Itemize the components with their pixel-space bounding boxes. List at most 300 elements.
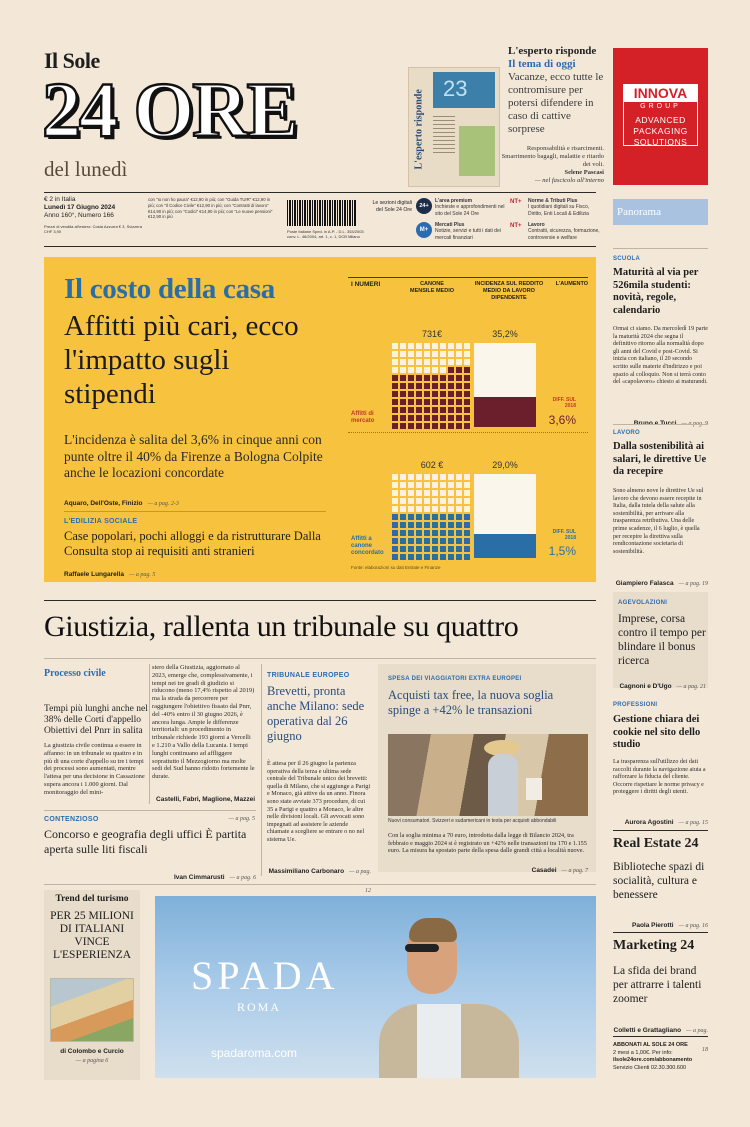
taxfree-byline [388, 857, 588, 876]
canone-grid-cell [400, 343, 406, 349]
canone-grid-cell [432, 554, 438, 560]
area-premium-text [435, 198, 505, 217]
pan-1-body: Sono almeno nove le direttive Ue sul lavoro che devono essere recepite in Italia, dalla tutela della salute alla sostenibilità, per arrivare alla trasparenza retributiva. Una delle prime scadenze, il 6 luglio, è quella per recepire la direttiva sulla rendicontazione societaria di sostenibilità. [613, 488, 704, 555]
canone-grid-cell [400, 375, 406, 381]
lead-kicker[interactable]: Il costo della casa [64, 273, 275, 305]
canone-grid-cell [424, 423, 430, 429]
chart-col-2: INCIDENZA SUL REDDITO MEDIO DA LAVORO DIPENDENTE [474, 281, 544, 301]
canone-grid-cell [432, 407, 438, 413]
pan-rule-1 [613, 424, 708, 425]
canone-grid-cell [408, 343, 414, 349]
canone-grid-cell [464, 490, 470, 496]
canone-grid-cell [440, 359, 446, 365]
canone-grid-cell [416, 490, 422, 496]
canone-grid-cell [432, 498, 438, 504]
canone-grid-cell [408, 506, 414, 512]
realestate-ref: — a pag. 16 [678, 923, 708, 929]
masthead-top: Il Sole [44, 48, 100, 73]
pan-3-body: La trasparenza sull'utilizzo dei dati raccolti durante la navigazione aiuta a rafforzare la fiducia del cliente. Occorre rispettare le norme privacy e proteggere i diritti degli utenti. [613, 759, 706, 796]
canone-grid-cell [448, 490, 454, 496]
lead-headline[interactable]: Affitti più cari, ecco l'impatto sugli stipendi [64, 310, 299, 410]
expert-note [500, 145, 604, 185]
canone-grid-cell [408, 546, 414, 552]
row1-bar-fill [474, 397, 536, 427]
taxfree-body: Con la soglia minima a 70 euro, introdotta dalla legge di Bilancio 2024, tra febbraio e maggio 2024 si è registrato un +42% nelle transazioni tra 170 e 1.155 euro. La misura ha spostato parte della spesa dalle grandi città a località nuove. [388, 832, 587, 855]
area-premium-icon: 24+ [416, 198, 432, 214]
row2-diff: 1,5% [548, 544, 576, 558]
canone-grid-cell [392, 522, 398, 528]
info-rule-top [44, 192, 596, 193]
processo-head[interactable]: Tempi più lunghi anche nel 38% delle Corti d'appello Obiettivi del Pnrr in salita [44, 704, 148, 736]
canone-grid-cell [456, 383, 462, 389]
canone-grid-cell [392, 498, 398, 504]
canone-grid-cell [432, 514, 438, 520]
expert-cover-image [459, 126, 495, 176]
canone-grid-cell [432, 367, 438, 373]
canone-grid-cell [416, 343, 422, 349]
realestate-head[interactable]: Biblioteche spazi di socialità, cultura e benessere [613, 861, 705, 901]
expert-note-author: Selene Pascasi [564, 169, 604, 176]
pan-2-author: Cagnoni e D'Ugo [619, 683, 672, 690]
canone-grid-cell [392, 423, 398, 429]
tribunale-author: Massimiliano Carbonaro [268, 868, 345, 875]
canone-grid-cell [416, 375, 422, 381]
tribunale-body: È attesa per il 26 giugno la partenza operativa della terza e ultima sede centrale del Tribunale unico dei brevetti: quella di Milano, che si aggiunge a Parigi e Monaco, già attive da un anno. Finora sono state avviate 373 procedure, di cui 35 a Parigi e quattro a Monaco, le altre nelle divisioni locali. Gli avvocati sono impegnati ad assistere le aziende chiamate a scegliere se entrare o no nel sistema Ue. [267, 760, 371, 843]
canone-grid-cell [416, 359, 422, 365]
col-divider-1 [149, 664, 150, 804]
canone-grid-cell [416, 538, 422, 544]
panorama-rule [613, 248, 708, 249]
canone-grid-cell [400, 359, 406, 365]
canone-grid-cell [448, 474, 454, 480]
processo-ref: — a pag. 5 [228, 816, 255, 822]
taxfree-head[interactable]: Acquisti tax free, la nuova soglia spinge a +42% le transazioni [388, 688, 554, 717]
ad-spada-brand: SPADA [191, 953, 339, 998]
canone-grid-cell [448, 498, 454, 504]
canone-grid-cell [400, 530, 406, 536]
canone-grid-cell [464, 391, 470, 397]
ad-spada-model-shirt [417, 1004, 461, 1078]
lead-sub-head[interactable]: Case popolari, pochi alloggi e da ristrutturare Dalla Consulta stop ai requisiti anti stranieri [64, 529, 321, 558]
canone-grid-cell [416, 482, 422, 488]
pan-2-box [613, 592, 708, 688]
canone-grid-cell [464, 546, 470, 552]
canone-grid-cell [424, 399, 430, 405]
canone-grid-cell [456, 538, 462, 544]
pan-1-head[interactable]: Dalla sostenibilità ai salari, le direttive Ue da recepire [613, 441, 707, 477]
masthead-sub: del lunedì [44, 157, 128, 181]
row1-diff: 3,6% [548, 413, 576, 427]
canone-grid-cell [456, 490, 462, 496]
canone-grid-cell [424, 482, 430, 488]
realestate-byline [613, 912, 708, 931]
canone-grid-cell [456, 343, 462, 349]
canone-grid-cell [432, 522, 438, 528]
canone-grid-cell [408, 367, 414, 373]
chart-dotted-line [348, 432, 588, 433]
canone-grid-cell [424, 530, 430, 536]
canone-grid-cell [464, 343, 470, 349]
pan-3-kicker: PROFESSIONI [613, 702, 658, 708]
canone-grid-cell [432, 351, 438, 357]
expert-note-text: Responsabilità e risarcimenti. Smarrimento bagagli, malattie e ritardo dei voli. [501, 145, 604, 168]
canone-grid-cell [464, 538, 470, 544]
canone-grid-cell [408, 359, 414, 365]
canone-grid-cell [448, 391, 454, 397]
canone-grid-cell [392, 351, 398, 357]
canone-grid-cell [448, 415, 454, 421]
canone-grid-cell [392, 367, 398, 373]
canone-grid-cell [424, 546, 430, 552]
canone-grid-cell [416, 498, 422, 504]
canone-grid-cell [448, 367, 454, 373]
area-premium-title: L'area premium [435, 198, 473, 204]
processo-body-2: stero della Giustizia, aggiornato al 2023, emerge che, complessivamente, i tempi nei tre gradi di giudizio si riducono (meno 17,4% rispetto al 2019) ma la strada da percorrere per raggiungere l'obiettivo fissato dal Pnrr, del -40% entro il 30 giugno 2026, è ancora lunga. Ampie le differenze territoriali: un procedimento in tribunale richiede 193 giorni a Vercelli e 1.210 a Vallo della Lucania. I tempi lunghi continuano ad affliggere soprattutto il Mezzogiorno ma molte sedi del Sud hanno ridotto fortemente le durate. [152, 664, 255, 781]
canone-grid-cell [440, 506, 446, 512]
canone-grid-cell [432, 383, 438, 389]
canone-grid-cell [392, 375, 398, 381]
canone-grid-cell [440, 554, 446, 560]
canone-grid-cell [424, 514, 430, 520]
lavoro-text [528, 222, 600, 241]
canone-grid-cell [456, 514, 462, 520]
canone-grid-cell [448, 546, 454, 552]
canone-grid-cell [464, 367, 470, 373]
canone-grid-cell [392, 391, 398, 397]
canone-grid-cell [400, 482, 406, 488]
masthead-logo[interactable]: 24 ORE [42, 66, 297, 153]
canone-grid-cell [440, 383, 446, 389]
pan-1-kicker: LAVORO [613, 430, 641, 436]
canone-grid-cell [400, 474, 406, 480]
contenzioso-byline [44, 864, 256, 883]
canone-grid-cell [448, 375, 454, 381]
canone-grid-cell [392, 506, 398, 512]
chart-col-1: CANONE MENSILE MEDIO [410, 281, 455, 294]
canone-grid-cell [400, 367, 406, 373]
mercati-body: Notizie, servizi e tutti i dati dei mercati finanziari [435, 228, 501, 241]
canone-grid-cell [448, 407, 454, 413]
canone-grid-cell [456, 351, 462, 357]
realestate-author: Paola Pierotti [632, 922, 674, 929]
pan-3-author: Aurora Agostini [624, 819, 674, 826]
canone-grid-cell [400, 383, 406, 389]
canone-grid-cell [392, 407, 398, 413]
ad-spada-model-hair [409, 918, 457, 942]
canone-grid-cell [392, 415, 398, 421]
abbonati-l2[interactable]: ilsole24ore.com/abbonamento [613, 1057, 693, 1063]
lavoro-body: Contratti, sicurezza, formazione, controversie e welfare [528, 228, 600, 241]
postal-info: Poste Italiane Sped. in A.P. - D.L. 353/2003 conv. L. 46/2004, art. 1, c. 1, DCB Milano [287, 229, 364, 239]
canone-grid-cell [432, 538, 438, 544]
canone-grid-cell [424, 375, 430, 381]
canone-grid-cell [416, 522, 422, 528]
canone-grid-cell [440, 514, 446, 520]
canone-grid-cell [416, 546, 422, 552]
pan-3-ref: — a pag. 15 [678, 820, 708, 826]
canone-grid-cell [416, 514, 422, 520]
canone-grid-cell [456, 399, 462, 405]
panorama-title: Panorama [617, 206, 661, 218]
realestate-title[interactable]: Real Estate 24 [613, 836, 699, 851]
taxfree-photo-bag [526, 778, 542, 800]
mercati-icon: M+ [416, 222, 432, 238]
lavoro-title: Lavoro [528, 222, 545, 228]
canone-grid-cell [464, 522, 470, 528]
marketing-author: Colletti e Grattagliano [613, 1027, 682, 1034]
bottom-rule [44, 884, 596, 885]
expert-cover-box [433, 72, 495, 108]
lavoro-icon: NT+ [510, 223, 522, 229]
pan-3-head[interactable]: Gestione chiara dei cookie nel sito dello studio [613, 714, 701, 750]
canone-grid-cell [456, 415, 462, 421]
canone-grid-cell [432, 546, 438, 552]
abbonati-box[interactable] [613, 1042, 708, 1072]
canone-grid-cell [440, 351, 446, 357]
canone-grid-cell [456, 482, 462, 488]
pan-2-byline [618, 673, 706, 692]
lead-box [44, 257, 596, 582]
ad-innova-line3: SOLUTIONS [633, 137, 688, 147]
main-headline[interactable]: Giustizia, rallenta un tribunale su quattro [44, 610, 519, 643]
canone-grid-cell [424, 359, 430, 365]
canone-grid-cell [456, 546, 462, 552]
row2-bar-fill [474, 534, 536, 558]
realestate-rule [613, 830, 708, 831]
canone-grid-cell [408, 391, 414, 397]
canone-grid-cell [392, 343, 398, 349]
pan-2-head[interactable]: Imprese, corsa contro il tempo per blindare il bonus ricerca [618, 613, 706, 667]
canone-grid-cell [432, 399, 438, 405]
processo-label: Processo civile [44, 668, 106, 679]
canone-grid-cell [464, 554, 470, 560]
turismo-box [44, 890, 140, 1080]
canone-grid-cell [448, 482, 454, 488]
canone-grid-cell [416, 383, 422, 389]
row2-diff-label: DIFF. SUL 2018 [552, 529, 576, 541]
canone-grid-cell [464, 530, 470, 536]
canone-grid-cell [440, 415, 446, 421]
canone-grid-cell [440, 490, 446, 496]
contenzioso-kicker: CONTENZIOSO [44, 816, 99, 823]
canone-grid-cell [424, 351, 430, 357]
lead-byline [64, 490, 179, 509]
canone-grid-cell [432, 482, 438, 488]
canone-grid-cell [440, 546, 446, 552]
ad-spada[interactable] [155, 896, 596, 1078]
promo-prices: con "Io non ho paura" €12,90 in più; con "Guida TUIR" €12,90 in più; con "Il Codice Civile" €12,90 in più; con "Contratti di lavoro" €14,90 in più; con "Codici" €14,90 in più; con "Le nuove pensioni" €12,90 in più [148, 197, 273, 220]
canone-grid-cell [464, 415, 470, 421]
taxfree-author: Casadei [531, 867, 557, 874]
canone-grid-cell [456, 367, 462, 373]
canone-grid-cell [448, 399, 454, 405]
canone-grid-cell [416, 351, 422, 357]
lead-authors: Aquaro, Dell'Oste, Finizio [64, 500, 143, 507]
canone-grid-cell [424, 391, 430, 397]
canone-grid-cell [400, 490, 406, 496]
canone-grid-cell [408, 407, 414, 413]
expert-theme[interactable]: Il tema di oggi [508, 58, 576, 70]
canone-grid-cell [440, 522, 446, 528]
main-rule-2 [44, 658, 596, 659]
canone-grid-cell [408, 383, 414, 389]
canone-grid-cell [424, 538, 430, 544]
canone-grid-cell [440, 538, 446, 544]
processo-byline [152, 786, 255, 824]
canone-grid-cell [432, 343, 438, 349]
row1-incidenza: 35,2% [492, 329, 518, 339]
canone-grid-cell [400, 407, 406, 413]
abbonati-l1: 2 mesi a 1,00€. Per info: [613, 1049, 673, 1056]
mercati-text [435, 222, 505, 241]
contenzioso-head[interactable]: Concorso e geografia degli uffici È partita aperta sulle liti fiscali [44, 827, 247, 856]
canone-grid-cell [416, 407, 422, 413]
canone-grid-cell [424, 367, 430, 373]
expert-cover-side: L'esperto risponde [413, 89, 425, 170]
canone-grid-cell [416, 554, 422, 560]
expert-cover[interactable] [408, 67, 500, 187]
chart-col-3: L'AUMENTO [555, 281, 588, 287]
canone-grid-cell [408, 490, 414, 496]
canone-grid-cell [440, 367, 446, 373]
info-rule-bottom [44, 246, 596, 247]
canone-grid-cell [392, 490, 398, 496]
canone-grid-cell [456, 506, 462, 512]
canone-grid-cell [408, 498, 414, 504]
canone-grid-cell [456, 391, 462, 397]
canone-grid-cell [464, 375, 470, 381]
canone-grid-cell [424, 407, 430, 413]
canone-grid-cell [456, 407, 462, 413]
turismo-image [50, 978, 134, 1042]
chart-top-rule [348, 277, 588, 278]
canone-grid-cell [400, 538, 406, 544]
canone-grid-cell [416, 506, 422, 512]
tribunale-byline [267, 858, 371, 896]
row1-grid [392, 343, 472, 427]
canone-grid-cell [392, 514, 398, 520]
canone-grid-cell [448, 554, 454, 560]
lead-sub-ref: — a pag. 5 [129, 572, 156, 578]
canone-grid-cell [408, 522, 414, 528]
canone-grid-cell [456, 530, 462, 536]
row2-canone: 602 € [420, 460, 444, 470]
ad-innova[interactable] [613, 48, 708, 185]
expert-body: Vacanze, ecco tutte le contromisure per potersi difendere in caso di cattive sorprese [508, 71, 604, 135]
canone-grid-cell [456, 359, 462, 365]
issue: Anno 160°, Numero 166 [44, 212, 114, 219]
canone-grid-cell [408, 399, 414, 405]
canone-grid-cell [464, 482, 470, 488]
canone-grid-cell [424, 343, 430, 349]
taxfree-photo-person [488, 754, 518, 816]
ad-innova-group: GROUP [640, 103, 681, 110]
canone-grid-cell [440, 423, 446, 429]
canone-grid-cell [432, 474, 438, 480]
marketing-head[interactable]: La sfida dei brand per attrarre i talenti zoomer [613, 965, 702, 1005]
canone-grid-cell [392, 482, 398, 488]
pan-0-kicker: SCUOLA [613, 256, 641, 262]
canone-grid-cell [416, 367, 422, 373]
canone-grid-cell [456, 375, 462, 381]
canone-grid-cell [400, 554, 406, 560]
canone-grid-cell [456, 498, 462, 504]
info-block [44, 196, 144, 234]
canone-grid-cell [408, 514, 414, 520]
canone-grid-cell [408, 482, 414, 488]
abbonati-rule [613, 1036, 708, 1037]
canone-grid-cell [424, 498, 430, 504]
canone-grid-cell [456, 423, 462, 429]
canone-grid-cell [464, 383, 470, 389]
lead-sub-author: Raffaele Lungarella [64, 571, 124, 578]
canone-grid-cell [456, 554, 462, 560]
expert-note-ref: — nel fascicolo all'interno [534, 177, 604, 184]
tribunale-kicker: TRIBUNALE EUROPEO [267, 672, 350, 679]
row1-canone: 731€ [421, 329, 443, 339]
processo-authors: Castelli, Fabri, Maglione, Mazzei [156, 796, 255, 803]
pan-0-head[interactable]: Maturità al via per 526mila studenti: novità, regole, calendario [613, 267, 699, 316]
canone-grid-cell [464, 498, 470, 504]
contenzioso-author: Ivan Cimmarusti [173, 874, 225, 881]
tribunale-head[interactable]: Brevetti, pronta anche Milano: sede operativa dal 26 giugno [267, 684, 365, 743]
canone-grid-cell [464, 351, 470, 357]
canone-grid-cell [448, 343, 454, 349]
norme-title: Norme & Tributi Plus [528, 198, 578, 204]
marketing-rule [613, 932, 708, 933]
pan-1-ref: — a pag. 19 [678, 581, 708, 587]
canone-grid-cell [400, 351, 406, 357]
canone-grid-cell [440, 482, 446, 488]
canone-grid-cell [432, 530, 438, 536]
date: Lunedì 17 Giugno 2024 [44, 204, 116, 211]
canone-grid-cell [464, 359, 470, 365]
panorama-bar[interactable] [613, 199, 708, 225]
processo-rule [44, 810, 256, 811]
canone-grid-cell [400, 546, 406, 552]
chart-numbers [348, 277, 588, 575]
taxfree-ref: — a pag. 7 [561, 868, 588, 874]
canone-grid-cell [400, 399, 406, 405]
canone-grid-cell [408, 351, 414, 357]
canone-grid-cell [424, 554, 430, 560]
canone-grid-cell [408, 375, 414, 381]
row2-grid [392, 474, 472, 558]
canone-grid-cell [440, 375, 446, 381]
col-divider-2 [261, 664, 262, 876]
canone-grid-cell [392, 530, 398, 536]
lead-sub-kicker: L'EDILIZIA SOCIALE [64, 518, 138, 525]
canone-grid-cell [464, 506, 470, 512]
turismo-head[interactable]: PER 25 MILIONI DI ITALIANI VINCE L'ESPERIENZA [50, 910, 134, 961]
canone-grid-cell [400, 506, 406, 512]
canone-grid-cell [400, 423, 406, 429]
canone-grid-cell [464, 474, 470, 480]
canone-grid-cell [448, 351, 454, 357]
abbonati-l3: Servizio Clienti 02.30.300.600 [613, 1064, 687, 1071]
canone-grid-cell [408, 415, 414, 421]
canone-grid-cell [416, 530, 422, 536]
pan-1-author: Giampiero Falasca [615, 580, 674, 587]
marketing-title[interactable]: Marketing 24 [613, 938, 695, 953]
taxfree-caption: Nuovi consumatori. Svizzeri e sudamericani in testa per acquisti abbondabili [388, 818, 557, 824]
taxfree-photo[interactable] [388, 734, 588, 816]
pan-2-ref: — a pag. 21 [676, 684, 706, 690]
canone-grid-cell [440, 391, 446, 397]
canone-grid-cell [464, 514, 470, 520]
tribunale-ref: — a pag. 12 [349, 869, 371, 894]
mercati-title: Mercati Plus [435, 222, 465, 228]
